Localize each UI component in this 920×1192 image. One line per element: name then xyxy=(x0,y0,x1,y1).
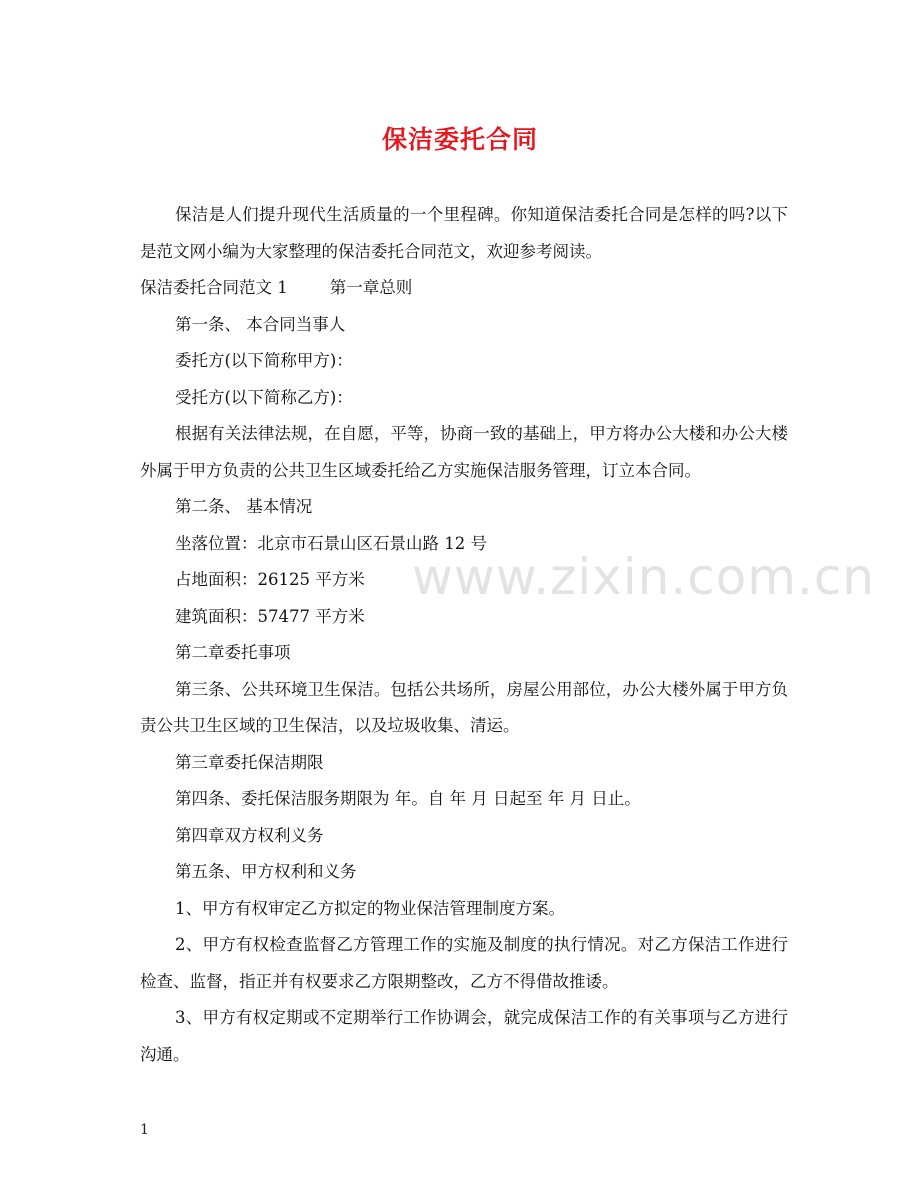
chapter-4-heading: 第四章双方权利义务 xyxy=(175,825,324,845)
chapter-1-heading: 第一章总则 xyxy=(329,278,413,297)
list-item-2: 2、甲方有权检查监督乙方管理工作的实施及制度的执行情况。对乙方保洁工作进行检查、监督，指正并有权要求乙方限期整改，乙方不得借故推诿。 xyxy=(140,935,788,991)
page-number: 1 xyxy=(140,1122,149,1138)
list-item-3: 3、甲方有权定期或不定期举行工作协调会，就完成保洁工作的有关事项与乙方进行沟通。 xyxy=(140,1008,788,1064)
list-item-1: 1、甲方有权审定乙方拟定的物业保洁管理制度方案。 xyxy=(175,898,565,918)
sample-heading: 保洁委托合同范文 1 xyxy=(140,278,288,297)
article-1: 第一条、 本合同当事人 xyxy=(175,314,346,334)
intro-paragraph: 保洁是人们提升现代生活质量的一个里程碑。你知道保洁委托合同是怎样的吗?以下是范文网小编为大家整理的保洁委托合同范文，欢迎参考阅读。 xyxy=(140,205,788,261)
article-5: 第五条、甲方权利和义务 xyxy=(175,862,357,881)
article-2: 第二条、 基本情况 xyxy=(175,497,313,516)
document-body xyxy=(140,197,788,1073)
party-a-line: 委托方(以下简称甲方)： xyxy=(175,351,353,370)
chapter-3-heading: 第三章委托保洁期限 xyxy=(175,752,324,772)
article-4: 第四条、委托保洁服务期限为 年。自 年 月 日起至 年 月 日止。 xyxy=(175,789,641,808)
sample-heading-line xyxy=(140,270,788,307)
chapter-2-heading: 第二章委托事项 xyxy=(175,643,291,662)
document-title: 保洁委托合同 xyxy=(381,125,538,154)
land-area-line: 占地面积：26125 平方米 xyxy=(175,570,365,589)
location-line: 坐落位置：北京市石景山区石景山路 12 号 xyxy=(175,533,487,553)
party-b-line: 受托方(以下简称乙方)： xyxy=(175,387,353,407)
watermark: www.zixin.com.cn xyxy=(412,548,876,606)
article-3: 第三条、公共环境卫生保洁。包括公共场所，房屋公用部位，办公大楼外属于甲方负责公共卫生区域的卫生保洁，以及垃圾收集、清运。 xyxy=(140,679,788,735)
basis-paragraph: 根据有关法律法规，在自愿，平等，协商一致的基础上，甲方将办公大楼和办公大楼外属于甲方负责的公共卫生区域委托给乙方实施保洁服务管理，订立本合同。 xyxy=(140,424,788,480)
building-area-line: 建筑面积：57477 平方米 xyxy=(175,606,365,626)
